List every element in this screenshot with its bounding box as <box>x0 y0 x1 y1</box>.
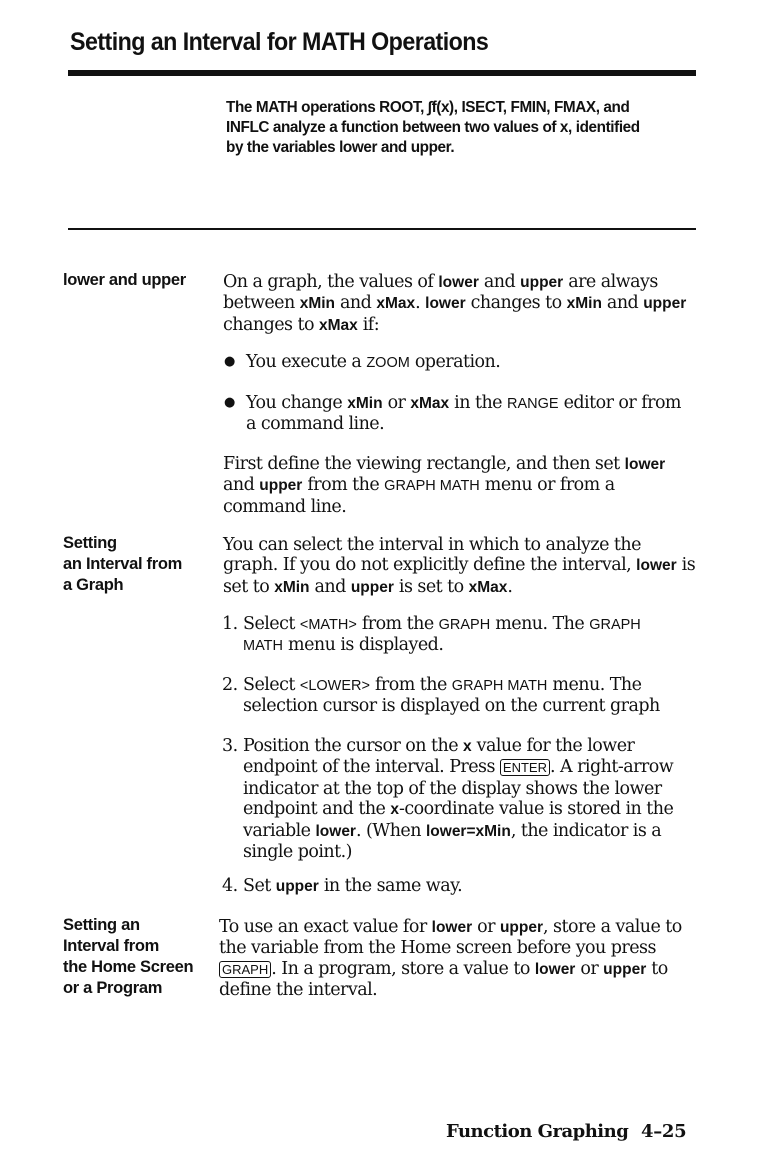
define-paragraph: First define the viewing rectangle, and then set lower and upper from the GRAPH MATH menu or from a command line. <box>223 454 666 517</box>
intro-text <box>226 98 706 158</box>
step-number: 2. <box>222 675 238 695</box>
bullet-icon: ● <box>224 354 235 369</box>
list-item: 2. Select <LOWER> from the GRAPH MATH menu. The selection cursor is displayed on the current graph <box>222 675 660 717</box>
lower-upper-paragraph: On a graph, the values of lower and upper are always between xMin and xMax. lower changes to xMin and upper changes to xMax if: <box>223 272 687 335</box>
side-heading-from-home: Setting an Interval from the Home Screen or a Program <box>63 916 194 997</box>
footer-section-title: Function Graphing <box>446 1121 629 1142</box>
title-rule <box>68 70 696 76</box>
from-graph-paragraph: You can select the interval in which to analyze the graph. If you do not explicitly define the interval, lower is set to xMin and upper is set to xMax. <box>223 535 696 597</box>
step-number: 4. <box>222 876 238 896</box>
list-item: 3. Position the cursor on the x value for the lower endpoint of the interval. Press ENTER . A right-arrow indicator at the top of the display shows the lower endpoint and the x-coordinate value is stored in the variable lower. (When lower=xMin, the indicator is a single point.) <box>222 736 674 863</box>
intro-line: The MATH operations ROOT, ∫f(x), ISECT, FMIN, FMAX, and <box>226 99 630 116</box>
graph-key: GRAPH <box>219 961 271 978</box>
enter-key: ENTER <box>500 759 550 776</box>
list-item: 1. Select <MATH> from the GRAPH menu. The GRAPH MATH menu is displayed. <box>222 614 641 656</box>
list-item: 4. Set upper in the same way. <box>222 876 463 896</box>
intro-line: INFLC analyze a function between two values of x, identified <box>226 119 640 136</box>
page-title: Setting an Interval for MATH Operations <box>70 28 489 56</box>
list-item: ● You change xMin or xMax in the RANGE editor or from a command line. <box>224 393 681 435</box>
list-item: ● You execute a ZOOM operation. <box>224 352 501 372</box>
section-rule <box>68 228 696 230</box>
side-heading-lower-upper: lower and upper <box>63 271 186 289</box>
step-number: 3. <box>222 736 238 756</box>
side-heading-from-graph: Setting an Interval from a Graph <box>63 534 182 594</box>
step-number: 1. <box>222 614 238 634</box>
page-number: 4–25 <box>641 1121 687 1142</box>
from-home-paragraph: To use an exact value for lower or upper, store a value to the variable from the Home screen before you press GRAPH . In a program, store a value to lower or upper to define the interval. <box>219 917 682 1001</box>
bullet-icon: ● <box>224 395 235 410</box>
intro-line: by the variables lower and upper. <box>226 139 455 156</box>
